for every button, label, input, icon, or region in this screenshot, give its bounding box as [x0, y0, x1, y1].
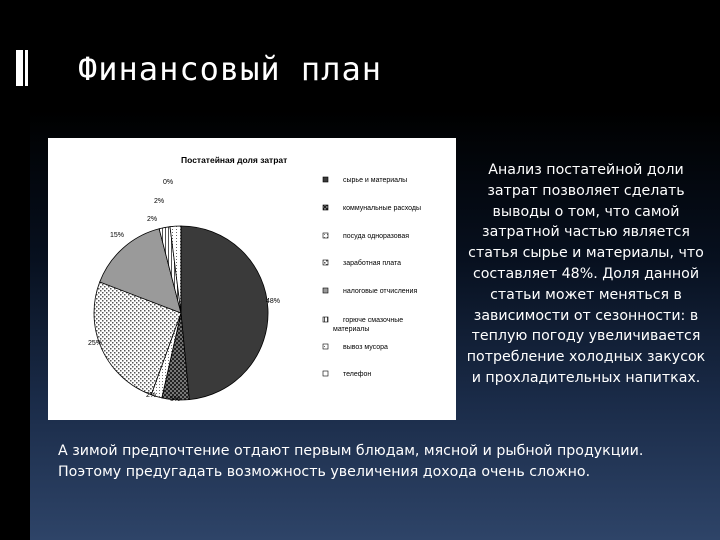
- slice-value-label: 2%: [146, 392, 157, 399]
- slice-value-label: 0%: [163, 179, 174, 186]
- pie-slice-сырье-и-материалы: [181, 226, 268, 400]
- slice-value-label: 48%: [266, 298, 281, 305]
- chart-title: Постатейная доля затрат: [181, 155, 288, 165]
- slice-value-label: 15%: [110, 232, 125, 239]
- legend-swatch-горюче-смазочные-материалы: [323, 317, 328, 322]
- legend-label-налоговые-отчисления: налоговые отчисления: [343, 288, 418, 295]
- legend-swatch-сырье-и-материалы: [323, 177, 328, 182]
- legend-label-посуда-одноразовая: посуда одноразовая: [343, 233, 410, 240]
- legend-label-коммунальные-расходы: коммунальные расходы: [343, 205, 422, 212]
- legend-swatch-посуда-одноразовая: [323, 233, 328, 238]
- legend-swatch-налоговые-отчисления: [323, 288, 328, 293]
- legend-label-телефон: телефон: [343, 371, 372, 378]
- slice-value-label: 2%: [154, 198, 165, 205]
- pie-chart-panel: [48, 138, 456, 420]
- slice-value-label: 5%: [170, 396, 181, 403]
- legend-swatch-вывоз-мусора: [323, 344, 328, 349]
- title-decoration-bar: [16, 50, 23, 86]
- pie-chart: [48, 138, 456, 420]
- legend-label-сырье-и-материалы: сырье и материалы: [343, 177, 408, 184]
- legend-label-заработная-плата: заработная плата: [343, 260, 401, 267]
- legend-label-горюче-смазочные-материалы: горюче смазочные материалы: [333, 317, 404, 333]
- legend-swatch-заработная-плата: [323, 260, 328, 265]
- legend-swatch-коммунальные-расходы: [323, 205, 328, 210]
- slice-value-label: 2%: [147, 216, 158, 223]
- slide-title: Финансовый план: [78, 50, 382, 88]
- seasonality-note: А зимой предпочтение отдают первым блюдам, мясной и рыбной продукции. Поэтому предугадать возможность увеличения дохода очень сложно.: [58, 443, 644, 480]
- analysis-text: Анализ постатейной доли затрат позволяет сделать выводы о том, что самой затратной частью является статья сырье и материалы, что составляет 48%. Доля данной статьи может меняться в зависимости от сезонности: в теплую погоду увеличивается потребление холодных закусок и прохладительных напитках.: [466, 162, 706, 386]
- slice-value-label: 25%: [88, 340, 103, 347]
- legend-swatch-телефон: [323, 371, 328, 376]
- legend-label-вывоз-мусора: вывоз мусора: [343, 344, 388, 351]
- title-decoration-bar-thin: [25, 50, 28, 86]
